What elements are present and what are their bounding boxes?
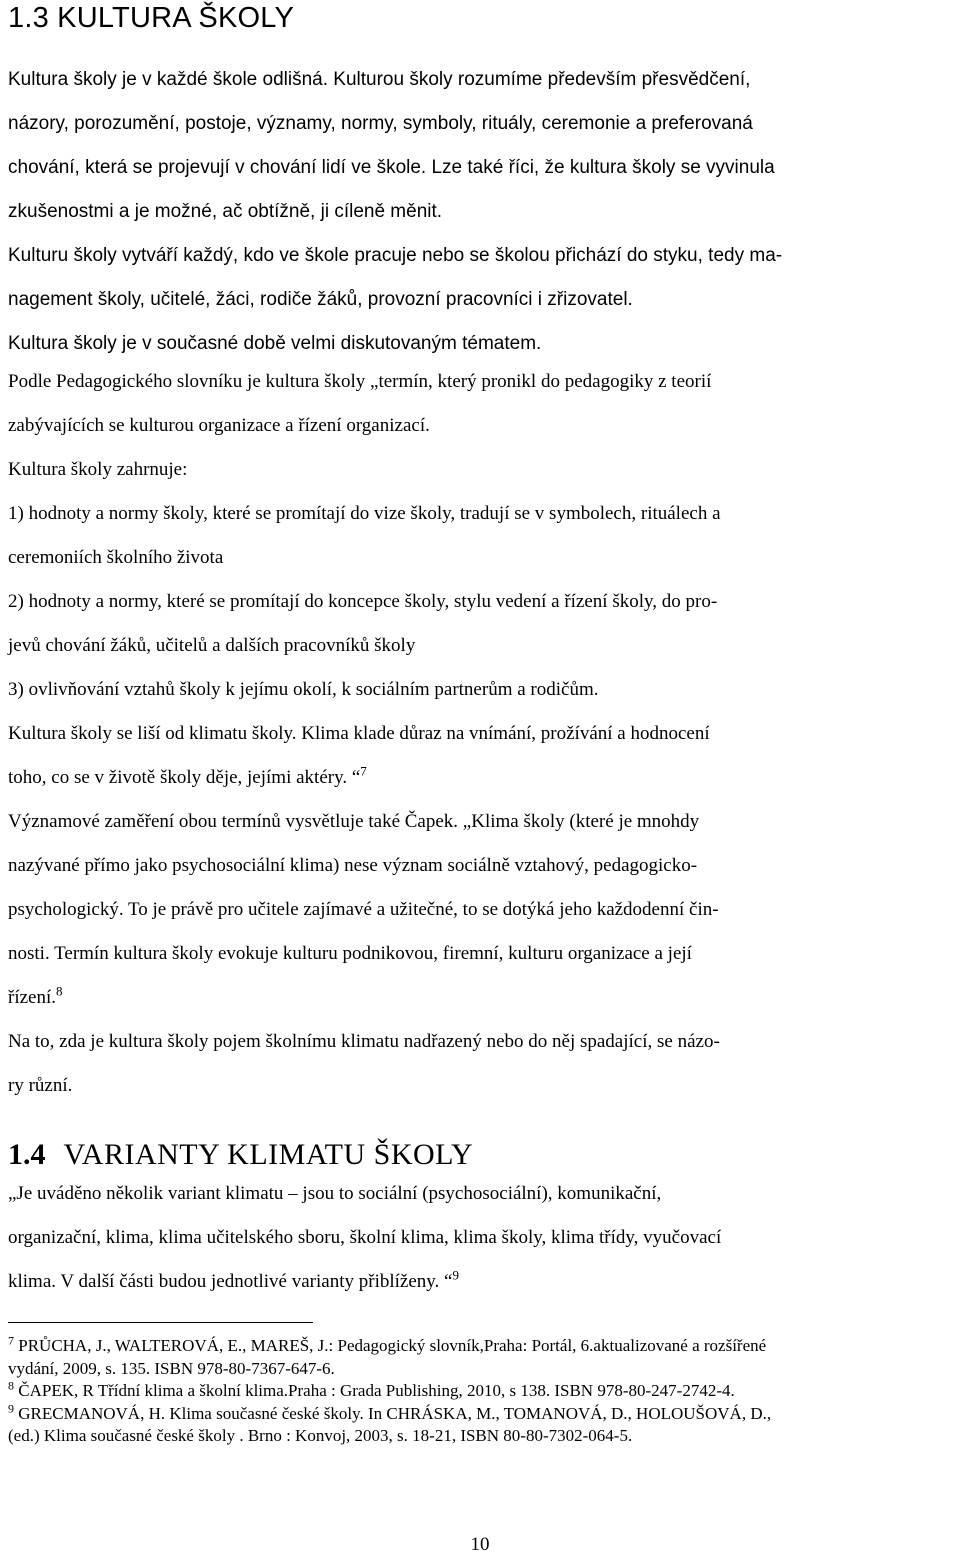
paragraph-line: psychologický. To je právě pro učitele zajímavé a užitečné, to se dotýká jeho každodenní čin-: [8, 899, 719, 920]
paragraph-line: 2) hodnoty a normy, které se promítají do koncepce školy, stylu vedení a řízení školy, do pro-: [8, 591, 718, 612]
footnote-9: [8, 1400, 958, 1448]
footnote-ref-8[interactable]: 8: [56, 983, 63, 999]
paragraph-line: Kultura školy je v každé škole odlišná. Kulturou školy rozumíme především přesvědčení,: [8, 69, 751, 90]
section-1-3-intro: [8, 58, 956, 366]
footnote-text: PRŮCHA, J., WALTEROVÁ, E., MAREŠ, J.: Pedagogický slovník,Praha: Portál, 6.aktualizované a rozšířené: [18, 1336, 767, 1355]
footnote-text: ČAPEK, R Třídní klima a školní klima.Praha : Grada Publishing, 2010, s 138. ISBN 978-80-247-2742-4.: [18, 1381, 735, 1400]
section-1-3-body: [8, 360, 956, 1108]
paragraph-line: organizační, klima, klima učitelského sboru, školní klima, klima školy, klima třídy, vyučovací: [8, 1227, 722, 1248]
paragraph-line: Kultura školy se liší od klimatu školy. Klima klade důraz na vnímání, prožívání a hodnocení: [8, 723, 710, 744]
paragraph-line: chování, která se projevují v chování lidí ve škole. Lze také říci, že kultura školy se vyvinula: [8, 157, 775, 178]
paragraph-line: ceremoniích školního života: [8, 547, 224, 568]
paragraph-line: názory, porozumění, postoje, významy, normy, symboly, rituály, ceremonie a preferovaná: [8, 113, 753, 134]
paragraph-line: Kultura školy je v současné době velmi diskutovaným tématem.: [8, 333, 542, 354]
paragraph-line: Na to, zda je kultura školy pojem školnímu klimatu nadřazený nebo do něj spadající, se názo-: [8, 1031, 720, 1052]
section-heading-1-4: [8, 1138, 473, 1172]
paragraph-line: zkušenostmi a je možné, ač obtížně, ji cíleně měnit.: [8, 201, 443, 222]
paragraph-line: „Je uváděno několik variant klimatu – jsou to sociální (psychosociální), komunikační,: [8, 1183, 662, 1204]
section-heading-1-3: 1.3 KULTURA ŠKOLY: [8, 2, 294, 34]
paragraph-line: jevů chování žáků, učitelů a dalších pracovníků školy: [8, 635, 416, 656]
paragraph-line-with-ref: [8, 756, 956, 800]
footnote-ref-9[interactable]: 9: [452, 1267, 459, 1283]
paragraph-text: řízení.: [8, 987, 57, 1008]
footnote-line: [8, 1380, 958, 1403]
section-1-4-body: [8, 1172, 956, 1304]
footnotes: [8, 1335, 958, 1448]
footnote-text: GRECMANOVÁ, H. Klima současné české školy. In CHRÁSKA, M., TOMANOVÁ, D., HOLOUŠOVÁ, D.,: [18, 1403, 772, 1423]
footnote-line: (ed.) Klima současné české školy . Brno : Konvoj, 2003, s. 18-21, ISBN 80-80-7302-064-5.: [8, 1426, 633, 1445]
paragraph-line-with-ref: [8, 1260, 956, 1304]
paragraph-line: 3) ovlivňování vztahů školy k jejímu okolí, k sociálním partnerům a rodičům.: [8, 679, 599, 700]
footnote-number: 9: [8, 1400, 14, 1415]
paragraph-line: ry různí.: [8, 1075, 73, 1096]
section-title: VARIANTY KLIMATU ŠKOLY: [63, 1138, 474, 1171]
paragraph-line: Významové zaměření obou termínů vysvětluje také Čapek. „Klima školy (které je mnohdy: [8, 811, 700, 832]
paragraph-line: 1) hodnoty a normy školy, které se promítají do vize školy, tradují se v symbolech, rituálech a: [8, 503, 721, 524]
paragraph-line: nosti. Termín kultura školy evokuje kulturu podnikovou, firemní, kulturu organizace a její: [8, 943, 692, 964]
paragraph-line: Podle Pedagogického slovníku je kultura školy „termín, který pronikl do pedagogiky z teorií: [8, 371, 712, 392]
footnote-7: [8, 1335, 958, 1380]
footnote-number: 7: [8, 1333, 14, 1348]
footnote-ref-7[interactable]: 7: [360, 763, 367, 779]
paragraph-line-with-ref: [8, 976, 956, 1020]
footnote-line: vydání, 2009, s. 135. ISBN 978-80-7367-647-6.: [8, 1358, 335, 1378]
paragraph-line: Kulturu školy vytváří každý, kdo ve škole pracuje nebo se školou přichází do styku, tedy ma-: [8, 245, 783, 266]
footnote-separator: [8, 1322, 313, 1323]
paragraph-line: nazývané přímo jako psychosociální klima) nese význam sociálně vztahový, pedagogicko-: [8, 855, 698, 876]
paragraph-text: toho, co se v životě školy děje, jejími aktéry. “: [8, 767, 361, 788]
footnote-line: [8, 1335, 958, 1358]
paragraph-text: klima. V další části budou jednotlivé varianty přiblíženy. “: [8, 1271, 453, 1292]
footnote-8: [8, 1380, 958, 1403]
footnote-line: [8, 1400, 958, 1426]
paragraph-line: Kultura školy zahrnuje:: [8, 459, 188, 480]
paragraph-line: nagement školy, učitelé, žáci, rodiče žáků, provozní pracovníci i zřizovatel.: [8, 289, 633, 310]
page-number: 10: [470, 1534, 490, 1555]
section-number: 1.4: [8, 1138, 46, 1171]
paragraph-line: zabývajících se kulturou organizace a řízení organizací.: [8, 415, 430, 436]
footnote-number: 8: [8, 1378, 14, 1393]
